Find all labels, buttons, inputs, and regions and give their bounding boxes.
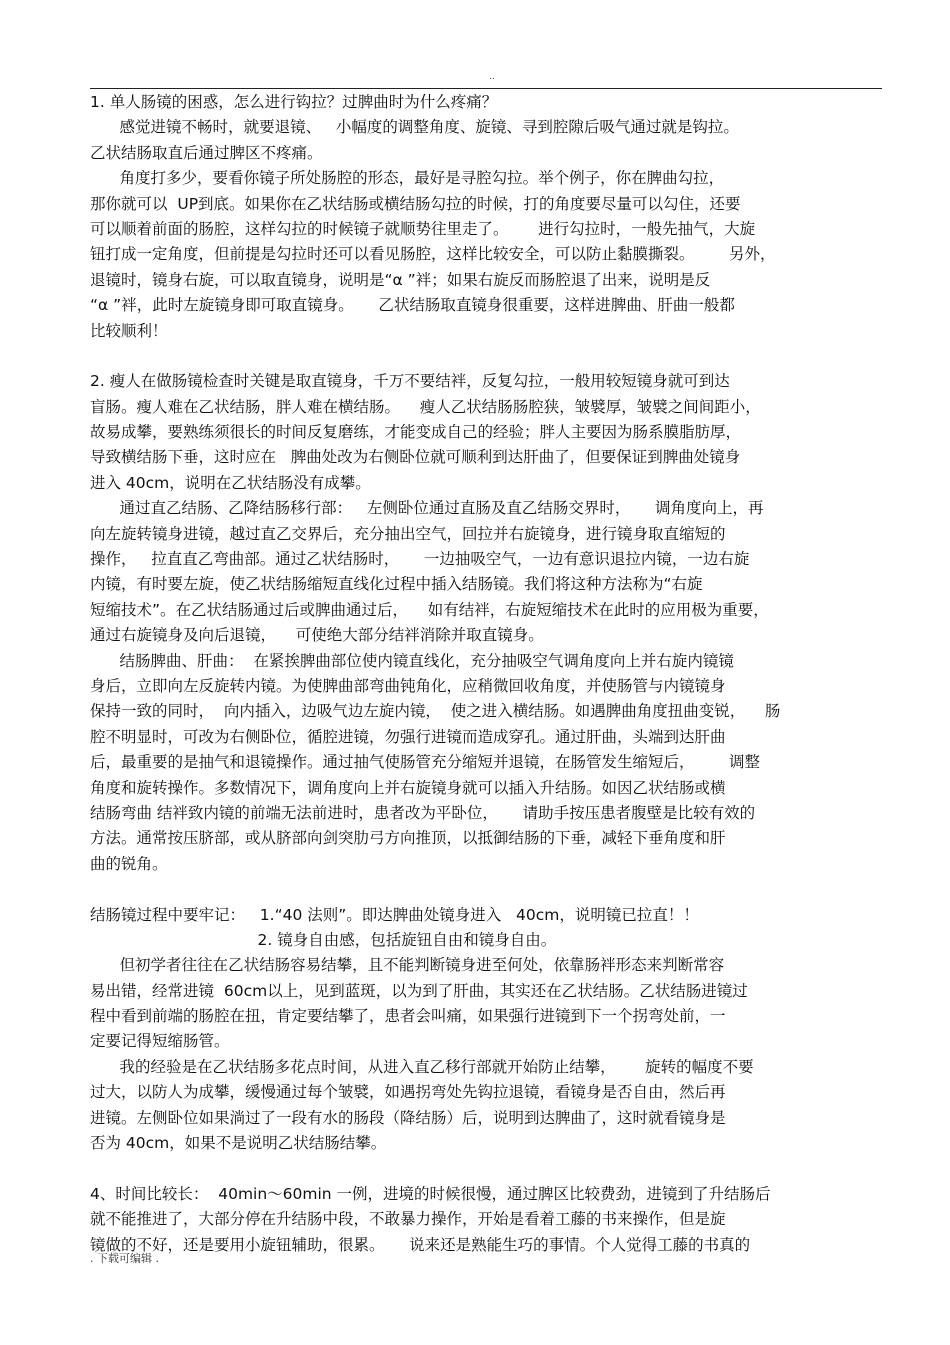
text-line: 易出错，经常进镜 60cm以上，见到蓝斑，以为到了肝曲，其实还在乙状结肠。乙状结肠进镜过 xyxy=(90,981,748,1000)
text-line: 进入 40cm，说明在乙状结肠没有成攀。 xyxy=(90,473,371,492)
text-line: 角度打多少，要看你镜子所处肠腔的形态，最好是寻腔勾拉。举个例子，你在脾曲勾拉， xyxy=(90,169,725,188)
text-line: 角度和旋转操作。多数情况下，调角度向上并右旋镜身就可以插入升结肠。如因乙状结肠或横 xyxy=(90,778,726,797)
text-line: 进镜。左侧卧位如果淌过了一段有水的肠段（降结肠）后，说明到达脾曲了，这时就看镜身是 xyxy=(90,1108,726,1127)
text-line: 通过直乙结肠、乙降结肠移行部： 左侧卧位通过直肠及直乙结肠交界时， 调角度向上，再 xyxy=(90,499,764,518)
text-line: 2. 镜身自由感，包括旋钮自由和镜身自由。 xyxy=(90,930,557,949)
paragraph xyxy=(90,1182,890,1258)
text-line: 结肠弯曲 结袢致内镜的前端无法前进时，患者改为平卧位， 请助手按压患者腹壁是比较有效的 xyxy=(90,803,756,822)
text-line: 故易成攀，要熟练须很长的时间反复磨练，才能变成自己的经验；胖人主要因为肠系膜脂肪厚， xyxy=(90,423,742,442)
text-line: 否为 40cm，如果不是说明乙状结肠结攀。 xyxy=(90,1134,387,1153)
text-line: 4、时间比较长： 40min～60min 一例，进境的时候很慢，通过脾区比较费劲，进镜到了升结肠后 xyxy=(90,1184,771,1203)
text-line: 就不能推进了，大部分停在升结肠中段，不敢暴力操作，开始是看着工藤的书来操作，但是旋 xyxy=(90,1210,726,1229)
text-line: 短缩技术”。在乙状结肠通过后或脾曲通过后， 如有结袢，右旋短缩技术在此时的应用极为重要， xyxy=(90,600,769,619)
text-line: 钮打成一定角度，但前提是勾拉时还可以看见肠腔，这样比较安全，可以防止黏膜撕裂。 另外， xyxy=(90,245,776,264)
text-line: 结肠镜过程中要牢记： 1.“40 法则”。即达脾曲处镜身进入 40cm，说明镜已拉直！！ xyxy=(90,905,699,924)
paragraph-gap xyxy=(90,877,890,902)
text-line: 过大，以防人为成攀，缓慢通过每个皱襞，如遇拐弯处先钩拉退镜，看镜身是否自由，然后再 xyxy=(90,1083,726,1102)
text-line: 我的经验是在乙状结肠多花点时间，从进入直乙移行部就开始防止结攀， 旋转的幅度不要 xyxy=(90,1057,754,1076)
text-line: “α ”袢，此时左旋镜身即可取直镜身。 乙状结肠取直镜身很重要，这样进脾曲、肝曲一般都 xyxy=(90,296,735,315)
text-line: 保持一致的同时， 向内插入，边吸气边左旋内镜， 使之进入横结肠。如遇脾曲角度扭曲变锐， 肠 xyxy=(90,702,781,721)
header-mark: .. xyxy=(489,72,495,82)
text-line: 乙状结肠取直后通过脾区不疼痛。 xyxy=(90,143,323,162)
text-line: 盲肠。瘦人难在乙状结肠，胖人难在横结肠。 瘦人乙状结肠肠腔狭，皱襞厚，皱襞之间间距小， xyxy=(90,397,761,416)
text-line: 可以顺着前面的肠腔，这样勾拉的时候镜子就顺势往里走了。 进行勾拉时，一般先抽气，大旋 xyxy=(90,219,756,238)
text-line: 操作， 拉直直乙弯曲部。通过乙状结肠时， 一边抽吸空气，一边有意识退拉内镜，一边右旋 xyxy=(90,550,750,569)
document-body xyxy=(90,90,890,1258)
paragraph-gap xyxy=(90,1156,890,1181)
text-line: 内镜，有时要左旋，使乙状结肠缩短直线化过程中插入结肠镜。我们将这种方法称为“右旋 xyxy=(90,575,703,594)
text-line: 身后，立即向左反旋转内镜。为使脾曲部弯曲钝角化，应稍微回收角度，并使肠管与内镜镜身 xyxy=(90,676,726,695)
text-line: 定要记得短缩肠管。 xyxy=(90,1032,230,1051)
text-line: 但初学者往往在乙状结肠容易结攀，且不能判断镜身进至何处，依靠肠袢形态来判断常容 xyxy=(90,956,725,975)
text-line: 那你就可以 UP到底。如果你在乙状结肠或横结肠勾拉的时候，打的角度要尽量可以勾住，还要 xyxy=(90,194,741,213)
text-line: 程中看到前端的肠腔在扭，肯定要结攀了，患者会叫痛，如果强行进镜到下一个拐弯处前，一 xyxy=(90,1007,726,1026)
text-line: 退镜时，镜身右旋，可以取直镜身，说明是“α ”袢；如果右旋反而肠腔退了出来，说明是反 xyxy=(90,270,711,289)
text-line: 曲的锐角。 xyxy=(90,854,168,873)
text-line: 感觉进镜不畅时，就要退镜、 小幅度的调整角度、旋镜、寻到腔隙后吸气通过就是钩拉。 xyxy=(90,118,739,137)
text-line: 镜做的不好，还是要用小旋钮辅助，很累。 说来还是熟能生巧的事情。个人觉得工藤的书真的 xyxy=(90,1235,751,1254)
text-line: 1. 单人肠镜的困惑，怎么进行钩拉？过脾曲时为什么疼痛？ xyxy=(90,93,498,111)
paragraph-gap xyxy=(90,344,890,369)
text-line: 方法。通常按压脐部，或从脐部向剑突肋弓方向推顶，以抵御结肠的下垂，减轻下垂角度和肝 xyxy=(90,829,726,848)
text-line: 腔不明显时，可改为右侧卧位，循腔进镜，勿强行进镜而造成穿孔。通过肝曲，头端到达肝曲 xyxy=(90,727,726,746)
paragraph xyxy=(90,369,890,877)
text-line: 比较顺利！ xyxy=(90,321,168,340)
text-line: 后，最重要的是抽气和退镜操作。通过抽气使肠管充分缩短并退镜，在肠管发生缩短后， 调整 xyxy=(90,753,760,772)
page-footer: . 下载可编辑 . xyxy=(90,1252,159,1265)
text-line: 通过右旋镜身及向后退镜， 可使绝大部分结袢消除并取直镜身。 xyxy=(90,626,544,645)
header-rule xyxy=(90,88,882,89)
text-line: 结肠脾曲、肝曲： 在紧挨脾曲部位使内镜直线化，充分抽吸空气调角度向上并右旋内镜镜 xyxy=(90,651,734,670)
paragraph xyxy=(90,90,890,344)
text-line: 导致横结肠下垂，这时应在 脾曲处改为右侧卧位就可顺利到达肝曲了，但要保证到脾曲处镜身 xyxy=(90,448,741,467)
paragraph xyxy=(90,903,890,1157)
text-line: 2. 瘦人在做肠镜检查时关键是取直镜身，千万不要结袢，反复勾拉，一般用较短镜身就可到达 xyxy=(90,372,730,391)
text-line: 向左旋转镜身进镜，越过直乙交界后，充分抽出空气，回拉并右旋镜身，进行镜身取直缩短的 xyxy=(90,524,726,543)
